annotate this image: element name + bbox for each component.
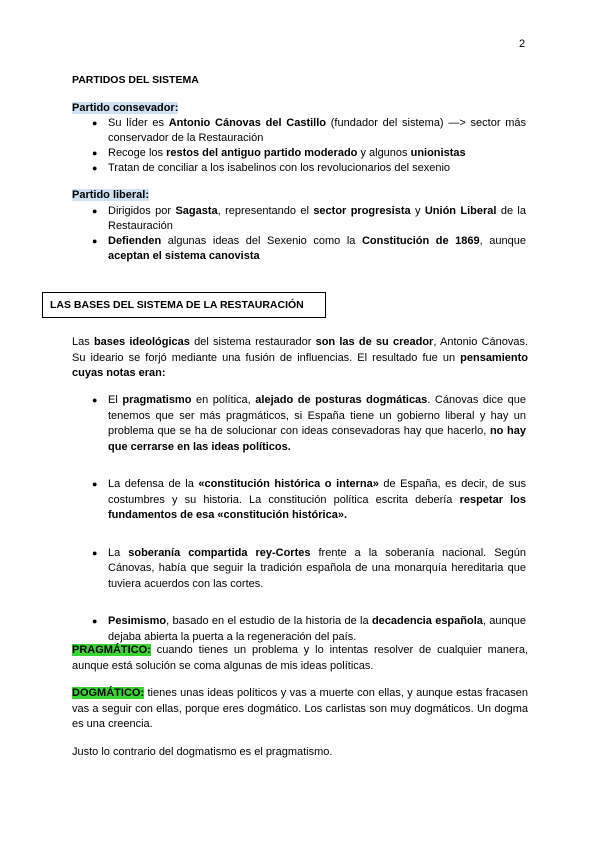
text-run: La [108, 546, 129, 559]
bold-text: Antonio Cánovas del Castillo [168, 117, 327, 129]
bold-text: son las de su creador [315, 336, 434, 348]
definition-pragmatico-text: cuando tienes un problema y lo intentas resolver de cualquier manera, aunque está solución se coma algunas de mis ideas políticas. [72, 644, 528, 672]
list-liberal [0, 204, 600, 264]
text-run: Recoge los [108, 147, 167, 159]
list-item [0, 546, 526, 593]
bold-text: restos del antiguo partido moderado [166, 147, 358, 159]
definition-dogmatico-text: tienes unas ideas políticos y vas a muerte con ellas, y aunque estas fracasen vas a seguir con ellas, porque eres dogmático. Los carlistas son muy dogmáticos. Un dogma es una creencia. [72, 687, 528, 730]
text-run: Su líder es [108, 117, 169, 129]
text-run: . Cánovas dice que tenemos que ser más pragmáticos, si España tiene un gobierno liberal y hay un problema que se ha de solucionar con ideas consevadoras hay que hacerlo, [108, 394, 526, 437]
bold-text: respetar los fundamentos de esa «constitución histórica». [108, 493, 527, 521]
text-run: La defensa de la [108, 478, 199, 490]
list-item [0, 161, 526, 176]
bold-text: aceptan el sistema canovista [108, 250, 260, 262]
bold-text: soberanía compartida rey-Cortes [128, 546, 311, 559]
text-run: algunas ideas del Sexenio como la [161, 235, 362, 247]
text-run: , basado en el estudio de la historia de la [166, 615, 372, 627]
bold-text: decadencia española [371, 615, 483, 627]
bullet-icon: ● [92, 118, 98, 128]
bold-text: alejado de posturas dogmáticas [255, 394, 428, 406]
text-run: , Antonio Cánovas. Su ideario se forjó mediante una fusión de influencias. El resultado fue un [72, 336, 529, 364]
bold-text: pensamiento cuyas notas eran: [72, 351, 528, 379]
list-bases [0, 393, 600, 645]
text-run: , aunque dejaba abierta la puerta a la regeneración del país. [108, 615, 526, 643]
list-item [0, 393, 526, 455]
text-run: de España, es decir, de sus costumbres y su historia. La constitución política escrita debería [108, 478, 526, 506]
term-pragmatico: PRAGMÁTICO: [72, 644, 151, 656]
bold-text: «constitución histórica o interna» [198, 478, 379, 490]
definition-dogmatico [72, 686, 528, 733]
definition-pragmatico [72, 643, 528, 674]
bold-text: Sagasta [175, 205, 218, 217]
text-run: y [410, 205, 425, 217]
list-item [0, 146, 526, 161]
bold-text: sector progresista [313, 205, 411, 217]
bullet-icon: ● [92, 236, 98, 246]
bold-text: Defienden [108, 235, 162, 247]
text-run: y algunos [357, 147, 411, 159]
bullet-icon: ● [92, 163, 98, 173]
list-item [0, 116, 526, 146]
closing-line: Justo lo contrario del dogmatismo es el pragmatismo. [72, 746, 333, 758]
list-conservador [0, 116, 600, 176]
bullet-icon: ● [92, 547, 98, 558]
bullet-icon: ● [92, 148, 98, 158]
heading-partido-liberal [72, 189, 149, 201]
bold-text: Constitución de 1869 [361, 235, 480, 247]
text-run: Dirigidos por [108, 205, 176, 217]
text-run: del sistema restaurador [189, 336, 316, 348]
bold-text: unionistas [410, 147, 466, 159]
term-dogmatico: DOGMÁTICO: [72, 687, 145, 699]
list-item [0, 614, 526, 645]
heading-partido-liberal-text: Partido liberal: [72, 189, 150, 201]
heading-partido-conservador [72, 102, 178, 114]
list-item [0, 234, 526, 264]
text-run: , aunque [479, 235, 526, 247]
list-item [0, 477, 526, 524]
bold-text: pragmatismo [122, 394, 192, 406]
page-number: 2 [519, 38, 526, 50]
text-run: , representando el [217, 205, 314, 217]
text-run: de la Restauración [108, 205, 526, 232]
bullet-icon: ● [92, 395, 98, 405]
bold-text: no hay que cerrarse en las ideas políticos. [108, 425, 526, 453]
text-run: Tratan de conciliar a los isabelinos con los revolucionarios del sexenio [108, 162, 450, 174]
bullet-icon: ● [92, 479, 98, 489]
intro-paragraph [72, 335, 528, 382]
text-run: Las [72, 336, 94, 348]
bold-text: Unión Liberal [424, 205, 497, 217]
text-run: (fundador del sistema) —> sector más conservador de la Restauración [108, 117, 527, 144]
bullet-icon: ● [92, 616, 98, 626]
list-item [0, 204, 526, 234]
text-run: El [108, 394, 123, 406]
bold-text: bases ideológicas [93, 336, 190, 348]
section-title-partidos: PARTIDOS DEL SISTEMA [72, 74, 199, 86]
bullet-icon: ● [92, 206, 98, 216]
section-title-bases: LAS BASES DEL SISTEMA DE LA RESTAURACIÓN [42, 292, 326, 318]
text-run: frente a la soberanía nacional. Según Cánovas, había que seguir la tradición española de una monarquía hereditaria que tuviera acuerdos con las cortes. [108, 546, 527, 590]
heading-partido-conservador-text: Partido consevador: [72, 102, 179, 114]
bold-text: Pesimismo [108, 615, 167, 627]
text-run: en política, [191, 394, 256, 406]
